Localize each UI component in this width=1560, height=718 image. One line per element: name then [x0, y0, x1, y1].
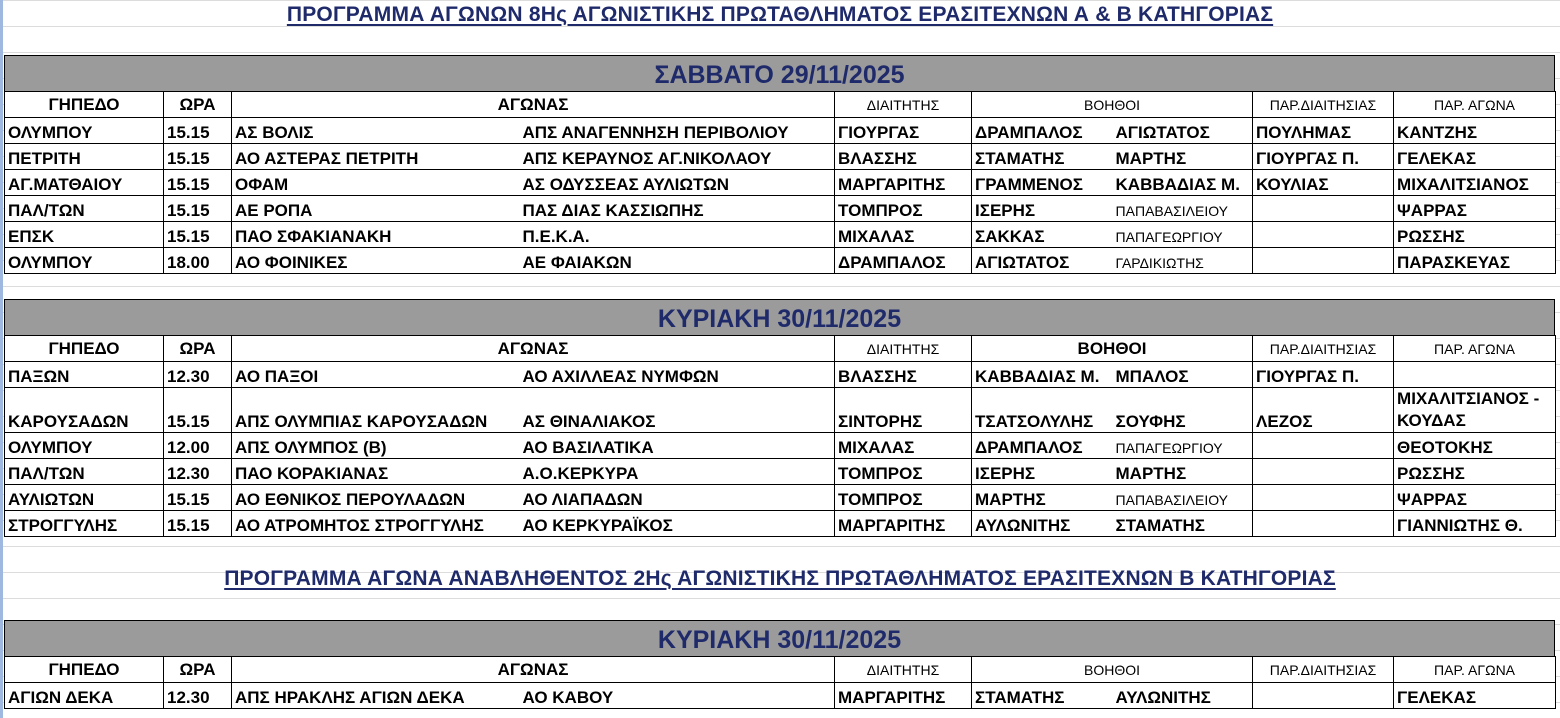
day-band-postponed: ΚΥΡΙΑΚΗ 30/11/2025 — [4, 620, 1555, 657]
assistant1-cell: ΣΑΚΚΑΣ — [972, 222, 1113, 248]
header-match-observer: ΠΑΡ. ΑΓΩΝΑ — [1394, 336, 1556, 362]
rows-saturday — [5, 92, 1556, 274]
header-assistants: ΒΟΗΘΟΙ — [972, 92, 1253, 118]
venue-cell: ΣΤΡΟΓΓΥΛΗΣ — [5, 511, 164, 537]
time-cell: 18.00 — [164, 248, 232, 274]
table-row — [5, 433, 1556, 459]
away-team-cell: ΑΕ ΦΑΙΑΚΩΝ — [520, 248, 835, 274]
away-team-cell: ΑΣ ΟΔΥΣΣΕΑΣ ΑΥΛΙΩΤΩΝ — [520, 170, 835, 196]
assistant2-cell: ΑΓΙΩΤΑΤΟΣ — [1113, 118, 1253, 144]
ref-observer-cell: ΓΙΟΥΡΓΑΣ Π. — [1253, 144, 1394, 170]
header-time: ΩΡΑ — [164, 657, 232, 683]
assistant1-cell: ΔΡΑΜΠΑΛΟΣ — [972, 118, 1113, 144]
assistant1-cell: ΑΥΛΩΝΙΤΗΣ — [972, 511, 1113, 537]
match-observer-cell: ΡΩΣΣΗΣ — [1394, 459, 1556, 485]
away-team-cell: ΑΟ ΛΙΑΠΑΔΩΝ — [520, 485, 835, 511]
ref-observer-cell: ΚΟΥΛΙΑΣ — [1253, 170, 1394, 196]
venue-cell: ΕΠΣΚ — [5, 222, 164, 248]
time-cell: 15.15 — [164, 170, 232, 196]
away-team-cell: ΑΟ ΑΧΙΛΛΕΑΣ ΝΥΜΦΩΝ — [520, 362, 835, 388]
referee-cell: ΤΟΜΠΡΟΣ — [835, 196, 972, 222]
venue-cell: ΠΕΤΡΙΤΗ — [5, 144, 164, 170]
ref-observer-cell: ΠΟΥΛΗΜΑΣ — [1253, 118, 1394, 144]
header-ref-observer: ΠΑΡ.ΔΙΑΙΤΗΣΙΑΣ — [1253, 92, 1394, 118]
home-team-cell: ΑΠΣ ΟΛΥΜΠΟΣ (Β) — [232, 433, 520, 459]
match-observer-cell: ΚΑΝΤΖΗΣ — [1394, 118, 1556, 144]
home-team-cell: ΑΟ ΑΣΤΕΡΑΣ ΠΕΤΡΙΤΗ — [232, 144, 520, 170]
assistant2-cell: ΚΑΒΒΑΔΙΑΣ Μ. — [1113, 170, 1253, 196]
table-row — [5, 170, 1556, 196]
assistant2-cell: ΠΑΠΑΓΕΩΡΓΙΟΥ — [1113, 222, 1253, 248]
table-row — [5, 222, 1556, 248]
away-team-cell: ΠΑΣ ΔΙΑΣ ΚΑΣΣΙΩΠΗΣ — [520, 196, 835, 222]
assistant2-cell: ΠΑΠΑΒΑΣΙΛΕΙΟΥ — [1113, 485, 1253, 511]
home-team-cell: ΠΑΟ ΣΦΑΚΙΑΝΑΚΗ — [232, 222, 520, 248]
day-band-saturday: ΣΑΒΒΑΤΟ 29/11/2025 — [4, 55, 1555, 92]
header-referee: ΔΙΑΙΤΗΤΗΣ — [835, 336, 972, 362]
table-row — [5, 459, 1556, 485]
schedule-table-postponed — [4, 656, 1556, 709]
away-team-cell: ΑΣ ΘΙΝΑΛΙΑΚΟΣ — [520, 388, 835, 433]
ref-observer-cell — [1253, 248, 1394, 274]
assistant2-cell: ΜΑΡΤΗΣ — [1113, 144, 1253, 170]
assistant1-cell: ΙΣΕΡΗΣ — [972, 196, 1113, 222]
assistant1-cell: ΙΣΕΡΗΣ — [972, 459, 1113, 485]
time-cell: 15.15 — [164, 511, 232, 537]
header-match: ΑΓΩΝΑΣ — [232, 336, 835, 362]
assistant1-cell: ΤΣΑΤΣΟΛΥΛΗΣ — [972, 388, 1113, 433]
header-time: ΩΡΑ — [164, 336, 232, 362]
header-assistants: ΒΟΗΘΟΙ — [972, 336, 1253, 362]
header-venue: ΓΗΠΕΔΟ — [5, 336, 164, 362]
match-observer-cell: ΨΑΡΡΑΣ — [1394, 196, 1556, 222]
time-cell: 15.15 — [164, 388, 232, 433]
away-team-cell: ΑΟ ΚΑΒΟΥ — [520, 683, 835, 709]
time-cell: 15.15 — [164, 144, 232, 170]
match-observer-cell: ΜΙΧΑΛΙΤΣΙΑΝΟΣ - ΚΟΥΔΑΣ — [1394, 388, 1556, 433]
match-observer-cell: ΡΩΣΣΗΣ — [1394, 222, 1556, 248]
match-observer-cell: ΜΙΧΑΛΙΤΣΙΑΝΟΣ — [1394, 170, 1556, 196]
venue-cell: ΚΑΡΟΥΣΑΔΩΝ — [5, 388, 164, 433]
referee-cell: ΣΙΝΤΟΡΗΣ — [835, 388, 972, 433]
home-team-cell: ΑΠΣ ΗΡΑΚΛΗΣ ΑΓΙΩΝ ΔΕΚΑ — [232, 683, 520, 709]
referee-cell: ΤΟΜΠΡΟΣ — [835, 485, 972, 511]
header-row — [5, 657, 1556, 683]
time-cell: 12.00 — [164, 433, 232, 459]
header-match-observer: ΠΑΡ. ΑΓΩΝΑ — [1394, 657, 1556, 683]
referee-cell: ΒΛΑΣΣΗΣ — [835, 144, 972, 170]
assistant1-cell: ΜΑΡΤΗΣ — [972, 485, 1113, 511]
ref-observer-cell: ΓΙΟΥΡΓΑΣ Π. — [1253, 362, 1394, 388]
header-row — [5, 92, 1556, 118]
ref-observer-cell — [1253, 222, 1394, 248]
assistant1-cell: ΚΑΒΒΑΔΙΑΣ Μ. — [972, 362, 1113, 388]
day-band-sunday: ΚΥΡΙΑΚΗ 30/11/2025 — [4, 299, 1555, 336]
home-team-cell: ΑΟ ΠΑΞΟΙ — [232, 362, 520, 388]
header-venue: ΓΗΠΕΔΟ — [5, 92, 164, 118]
assistant2-cell: ΑΥΛΩΝΙΤΗΣ — [1113, 683, 1253, 709]
assistant2-cell: ΜΠΑΛΟΣ — [1113, 362, 1253, 388]
table-row — [5, 485, 1556, 511]
venue-cell: ΠΑΛ/ΤΩΝ — [5, 196, 164, 222]
table-row — [5, 388, 1556, 433]
away-team-cell: ΑΠΣ ΑΝΑΓΕΝΝΗΣΗ ΠΕΡΙΒΟΛΙΟΥ — [520, 118, 835, 144]
assistant2-cell: ΜΑΡΤΗΣ — [1113, 459, 1253, 485]
home-team-cell: ΑΠΣ ΟΛΥΜΠΙΑΣ ΚΑΡΟΥΣΑΔΩΝ — [232, 388, 520, 433]
referee-cell: ΤΟΜΠΡΟΣ — [835, 459, 972, 485]
header-ref-observer: ΠΑΡ.ΔΙΑΙΤΗΣΙΑΣ — [1253, 657, 1394, 683]
venue-cell: ΑΓΙΩΝ ΔΕΚΑ — [5, 683, 164, 709]
match-observer-cell: ΠΑΡΑΣΚΕΥΑΣ — [1394, 248, 1556, 274]
time-cell: 15.15 — [164, 485, 232, 511]
assistant1-cell: ΣΤΑΜΑΤΗΣ — [972, 683, 1113, 709]
schedule-title: ΠΡΟΓΡΑΜΜΑ ΑΓΩΝΩΝ 8Ης ΑΓΩΝΙΣΤΙΚΗΣ ΠΡΩΤΑΘΛΗΜΑΤΟΣ ΕΡΑΣΙΤΕΧΝΩΝ Α & Β ΚΑΤΗΓΟΡΙΑΣ — [286, 3, 1274, 26]
venue-cell: ΟΛΥΜΠΟΥ — [5, 433, 164, 459]
assistant2-cell: ΓΑΡΔΙΚΙΩΤΗΣ — [1113, 248, 1253, 274]
table-row — [5, 196, 1556, 222]
ref-observer-cell — [1253, 511, 1394, 537]
table-row — [5, 144, 1556, 170]
ref-observer-cell: ΛΕΖΟΣ — [1253, 388, 1394, 433]
postponed-title: ΠΡΟΓΡΑΜΜΑ ΑΓΩΝΑ ΑΝΑΒΛΗΘΕΝΤΟΣ 2Ης ΑΓΩΝΙΣΤΙΚΗΣ ΠΡΩΤΑΘΛΗΜΑΤΟΣ ΕΡΑΣΙΤΕΧΝΩΝ Β ΚΑΤΗΓΟΡΙΑΣ — [224, 567, 1336, 590]
home-team-cell: ΑΟ ΕΘΝΙΚΟΣ ΠΕΡΟΥΛΑΔΩΝ — [232, 485, 520, 511]
assistant1-cell: ΣΤΑΜΑΤΗΣ — [972, 144, 1113, 170]
away-team-cell: ΑΟ ΚΕΡΚΥΡΑΪΚΟΣ — [520, 511, 835, 537]
assistant2-cell: ΠΑΠΑΓΕΩΡΓΙΟΥ — [1113, 433, 1253, 459]
sheet-left-edge — [0, 0, 3, 718]
header-match-observer: ΠΑΡ. ΑΓΩΝΑ — [1394, 92, 1556, 118]
assistant2-cell: ΣΟΥΦΗΣ — [1113, 388, 1253, 433]
assistant2-cell: ΣΤΑΜΑΤΗΣ — [1113, 511, 1253, 537]
assistant1-cell: ΓΡΑΜΜΕΝΟΣ — [972, 170, 1113, 196]
table-row — [5, 362, 1556, 388]
match-observer-cell: ΨΑΡΡΑΣ — [1394, 485, 1556, 511]
home-team-cell: ΑΕ ΡΟΠΑ — [232, 196, 520, 222]
away-team-cell: ΑΟ ΒΑΣΙΛΑΤΙΚΑ — [520, 433, 835, 459]
ref-observer-cell — [1253, 485, 1394, 511]
rows-postponed — [5, 657, 1556, 709]
time-cell: 15.15 — [164, 222, 232, 248]
header-venue: ΓΗΠΕΔΟ — [5, 657, 164, 683]
time-cell: 15.15 — [164, 118, 232, 144]
match-observer-cell: ΘΕΟΤΟΚΗΣ — [1394, 433, 1556, 459]
rows-sunday — [5, 336, 1556, 537]
home-team-cell: ΑΟ ΑΤΡΟΜΗΤΟΣ ΣΤΡΟΓΓΥΛΗΣ — [232, 511, 520, 537]
header-assistants: ΒΟΗΘΟΙ — [972, 657, 1253, 683]
venue-cell: ΟΛΥΜΠΟΥ — [5, 118, 164, 144]
ref-observer-cell — [1253, 459, 1394, 485]
header-referee: ΔΙΑΙΤΗΤΗΣ — [835, 92, 972, 118]
time-cell: 15.15 — [164, 196, 232, 222]
venue-cell: ΠΑΞΩΝ — [5, 362, 164, 388]
header-referee: ΔΙΑΙΤΗΤΗΣ — [835, 657, 972, 683]
referee-cell: ΜΑΡΓΑΡΙΤΗΣ — [835, 511, 972, 537]
table-row — [5, 118, 1556, 144]
time-cell: 12.30 — [164, 683, 232, 709]
home-team-cell: ΑΟ ΦΟΙΝΙΚΕΣ — [232, 248, 520, 274]
venue-cell: ΑΓ.ΜΑΤΘΑΙΟΥ — [5, 170, 164, 196]
assistant2-cell: ΠΑΠΑΒΑΣΙΛΕΙΟΥ — [1113, 196, 1253, 222]
header-match: ΑΓΩΝΑΣ — [232, 657, 835, 683]
referee-cell: ΜΙΧΑΛΑΣ — [835, 222, 972, 248]
schedule-table-saturday — [4, 91, 1556, 274]
ref-observer-cell — [1253, 683, 1394, 709]
away-team-cell: Α.Ο.ΚΕΡΚΥΡΑ — [520, 459, 835, 485]
away-team-cell: ΑΠΣ ΚΕΡΑΥΝΟΣ ΑΓ.ΝΙΚΟΛΑΟΥ — [520, 144, 835, 170]
table-row — [5, 511, 1556, 537]
referee-cell: ΜΑΡΓΑΡΙΤΗΣ — [835, 170, 972, 196]
venue-cell: ΟΛΥΜΠΟΥ — [5, 248, 164, 274]
referee-cell: ΔΡΑΜΠΑΛΟΣ — [835, 248, 972, 274]
home-team-cell: ΠΑΟ ΚΟΡΑΚΙΑΝΑΣ — [232, 459, 520, 485]
referee-cell: ΒΛΑΣΣΗΣ — [835, 362, 972, 388]
header-match: ΑΓΩΝΑΣ — [232, 92, 835, 118]
match-observer-cell: ΓΙΑΝΝΙΩΤΗΣ Θ. — [1394, 511, 1556, 537]
table-row — [5, 248, 1556, 274]
assistant1-cell: ΑΓΙΩΤΑΤΟΣ — [972, 248, 1113, 274]
home-team-cell: ΟΦΑΜ — [232, 170, 520, 196]
match-observer-cell: ΓΕΛΕΚΑΣ — [1394, 144, 1556, 170]
referee-cell: ΓΙΟΥΡΓΑΣ — [835, 118, 972, 144]
referee-cell: ΜΑΡΓΑΡΙΤΗΣ — [835, 683, 972, 709]
table-row — [5, 683, 1556, 709]
venue-cell: ΠΑΛ/ΤΩΝ — [5, 459, 164, 485]
match-observer-cell — [1394, 362, 1556, 388]
header-row — [5, 336, 1556, 362]
referee-cell: ΜΙΧΑΛΑΣ — [835, 433, 972, 459]
away-team-cell: Π.Ε.Κ.Α. — [520, 222, 835, 248]
header-ref-observer: ΠΑΡ.ΔΙΑΙΤΗΣΙΑΣ — [1253, 336, 1394, 362]
home-team-cell: ΑΣ ΒΟΛΙΣ — [232, 118, 520, 144]
match-observer-cell: ΓΕΛΕΚΑΣ — [1394, 683, 1556, 709]
schedule-table-sunday — [4, 335, 1556, 537]
venue-cell: ΑΥΛΙΩΤΩΝ — [5, 485, 164, 511]
assistant1-cell: ΔΡΑΜΠΑΛΟΣ — [972, 433, 1113, 459]
header-time: ΩΡΑ — [164, 92, 232, 118]
time-cell: 12.30 — [164, 459, 232, 485]
time-cell: 12.30 — [164, 362, 232, 388]
ref-observer-cell — [1253, 196, 1394, 222]
ref-observer-cell — [1253, 433, 1394, 459]
